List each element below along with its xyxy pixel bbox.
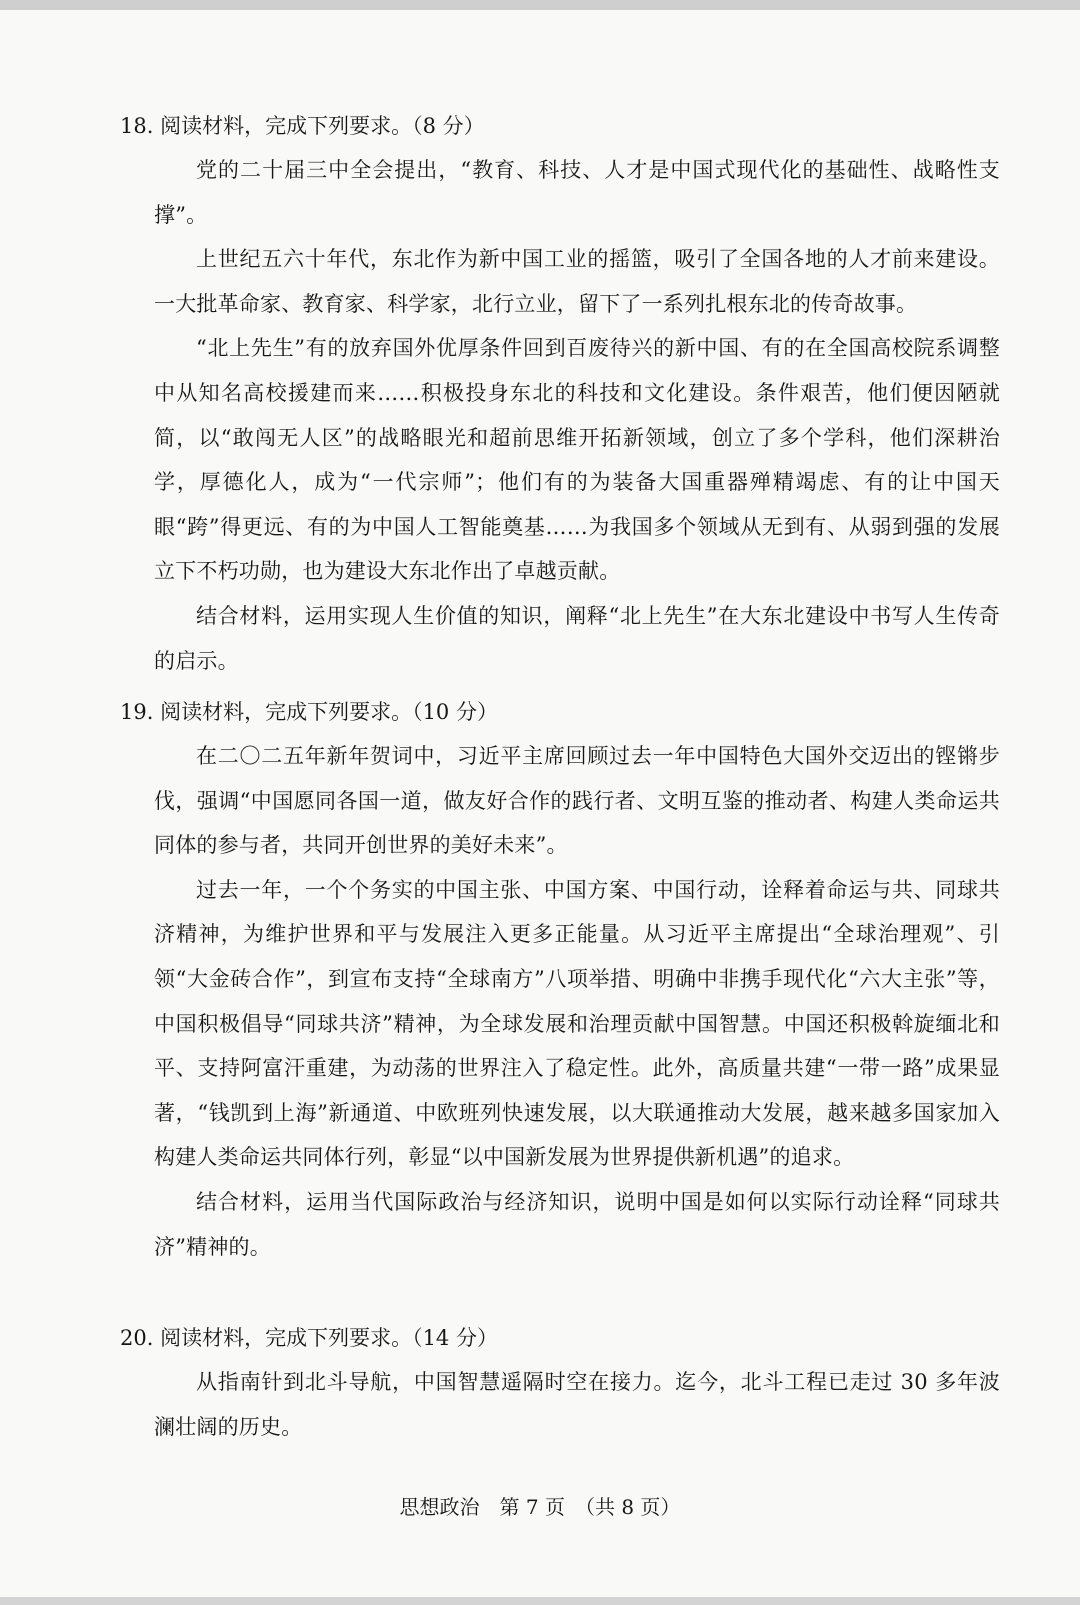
question-18-prompt: 结合材料，运用实现人生价值的知识，阐释“北上先生”在大东北建设中书写人生传奇的启示。 [154,603,1000,673]
question-20-title: 20. 阅读材料，完成下列要求。（14 分） [120,1326,498,1350]
exam-page [0,10,1080,1597]
bottom-edge-bar [0,1597,1080,1605]
question-18 [120,110,1000,683]
question-19 [120,696,1000,1269]
page-footer: 思想政治 第 7 页 （共 8 页） [399,1495,681,1519]
question-18-paragraph-3: “北上先生”有的放弃国外优厚条件回到百废待兴的新中国、有的在全国高校院系调整中从知名高校援建而来……积极投身东北的科技和文化建设。条件艰苦，他们便因陋就简，以“敢闯无人区”的战略眼光和超前思维开拓新领域，创立了多个学科，他们深耕治学，厚德化人，成为“一代宗师”；他们有的为装备大国重器殚精竭虑、有的让中国天眼“跨”得更远、有的为中国人工智能奠基……为我国多个领域从无到有、从弱到强的发展立下不朽功勋，也为建设大东北作出了卓越贡献。 [154,336,1000,584]
question-18-title: 18. 阅读材料，完成下列要求。（8 分） [120,114,485,138]
question-20-paragraph-1: 从指南针到北斗导航，中国智慧遥隔时空在接力。迄今，北斗工程已走过 30 多年波澜壮阔的历史。 [154,1370,1000,1439]
question-18-paragraph-2: 上世纪五六十年代，东北作为新中国工业的摇篮，吸引了全国各地的人才前来建设。一大批革命家、教育家、科学家，北行立业，留下了一系列扎根东北的传奇故事。 [154,247,1000,316]
question-19-paragraph-1: 在二〇二五年新年贺词中，习近平主席回顾过去一年中国特色大国外交迈出的铿锵步伐，强调“中国愿同各国一道，做友好合作的践行者、文明互鉴的推动者、构建人类命运共同体的参与者，共同开创世界的美好未来”。 [154,744,1000,858]
question-19-paragraph-2: 过去一年，一个个务实的中国主张、中国方案、中国行动，诠释着命运与共、同球共济精神，为维护世界和平与发展注入更多正能量。从习近平主席提出“全球治理观”、引领“大金砖合作”，到宣布支持“全球南方”八项举措、明确中非携手现代化“六大主张”等，中国积极倡导“同球共济”精神，为全球发展和治理贡献中国智慧。中国还积极斡旋缅北和平、支持阿富汗重建，为动荡的世界注入了稳定性。此外，高质量共建“一带一路”成果显著，“钱凯到上海”新通道、中欧班列快速发展，以大联通推动大发展，越来越多国家加入构建人类命运共同体行列，彰显“以中国新发展为世界提供新机遇”的追求。 [154,877,1000,1170]
question-19-prompt: 结合材料，运用当代国际政治与经济知识，说明中国是如何以实际行动诠释“同球共济”精神的。 [154,1189,1000,1259]
question-18-paragraph-1: 党的二十届三中全会提出，“教育、科技、人才是中国式现代化的基础性、战略性支撑”。 [154,158,1000,227]
question-19-title: 19. 阅读材料，完成下列要求。（10 分） [120,700,498,724]
top-edge-bar [0,0,1080,10]
question-20 [120,1322,1000,1449]
